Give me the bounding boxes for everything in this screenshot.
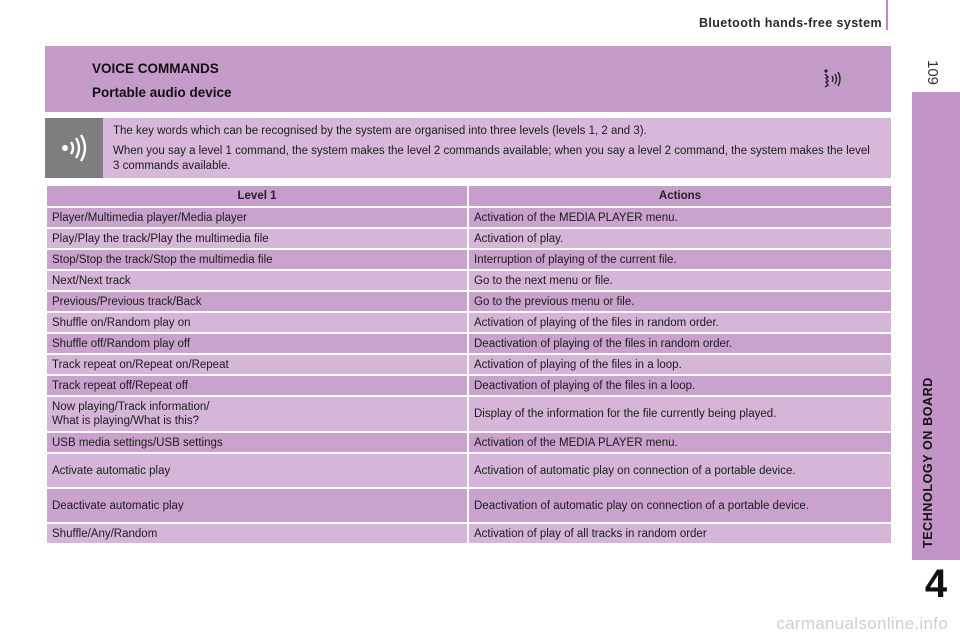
table-row bbox=[46, 375, 892, 396]
intro-box bbox=[45, 118, 891, 178]
action-cell: Deactivation of playing of the files in random order. bbox=[468, 333, 892, 354]
action-cell: Activation of playing of the files in random order. bbox=[468, 312, 892, 333]
table-row bbox=[46, 523, 892, 544]
table-row bbox=[46, 333, 892, 354]
command-cell: Player/Multimedia player/Media player bbox=[46, 207, 468, 228]
table-row bbox=[46, 207, 892, 228]
table-row bbox=[46, 312, 892, 333]
command-cell: Shuffle on/Random play on bbox=[46, 312, 468, 333]
action-cell: Activation of automatic play on connection of a portable device. bbox=[468, 453, 892, 488]
table-row bbox=[46, 249, 892, 270]
action-cell: Deactivation of automatic play on connection of a portable device. bbox=[468, 488, 892, 523]
watermark: carmanualsonline.info bbox=[776, 614, 948, 633]
table-row bbox=[46, 453, 892, 488]
header-rule bbox=[886, 0, 888, 30]
command-cell: Previous/Previous track/Back bbox=[46, 291, 468, 312]
intro-icon-box bbox=[45, 118, 103, 178]
command-cell: Activate automatic play bbox=[46, 453, 468, 488]
command-cell: Stop/Stop the track/Stop the multimedia file bbox=[46, 249, 468, 270]
command-cell bbox=[46, 396, 468, 432]
action-cell: Activation of play of all tracks in random order bbox=[468, 523, 892, 544]
chapter-number: 4 bbox=[924, 562, 948, 606]
command-cell: Play/Play the track/Play the multimedia file bbox=[46, 228, 468, 249]
action-cell: Activation of the MEDIA PLAYER menu. bbox=[468, 207, 892, 228]
intro-text bbox=[113, 124, 873, 179]
title-box bbox=[45, 46, 891, 112]
command-cell: Shuffle off/Random play off bbox=[46, 333, 468, 354]
command-cell: Next/Next track bbox=[46, 270, 468, 291]
table-row bbox=[46, 488, 892, 523]
command-line: What is playing/What is this? bbox=[52, 415, 200, 427]
action-cell: Display of the information for the file currently being played. bbox=[468, 396, 892, 432]
table-header-row bbox=[46, 185, 892, 207]
action-cell: Activation of the MEDIA PLAYER menu. bbox=[468, 432, 892, 453]
command-cell: Track repeat on/Repeat on/Repeat bbox=[46, 354, 468, 375]
intro-paragraph: The key words which can be recognised by the system are organised into three levels (levels 1, 2 and 3). bbox=[113, 125, 647, 137]
command-line: Now playing/Track information/ bbox=[52, 401, 210, 413]
action-cell: Go to the previous menu or file. bbox=[468, 291, 892, 312]
side-tab-label: TECHNOLOGY ON BOARD bbox=[921, 377, 935, 548]
side-tab bbox=[912, 92, 960, 560]
command-cell: Shuffle/Any/Random bbox=[46, 523, 468, 544]
voice-commands-table bbox=[45, 184, 893, 545]
command-cell: Deactivate automatic play bbox=[46, 488, 468, 523]
action-cell: Interruption of playing of the current file. bbox=[468, 249, 892, 270]
table-row bbox=[46, 291, 892, 312]
section-subtitle: Portable audio device bbox=[92, 85, 232, 100]
voice-command-icon bbox=[821, 68, 847, 95]
action-cell: Activation of play. bbox=[468, 228, 892, 249]
table-row bbox=[46, 396, 892, 432]
column-header-actions: Actions bbox=[468, 185, 892, 207]
section-title: VOICE COMMANDS bbox=[92, 61, 219, 76]
table-row bbox=[46, 228, 892, 249]
table-row bbox=[46, 432, 892, 453]
table-row bbox=[46, 354, 892, 375]
action-cell: Go to the next menu or file. bbox=[468, 270, 892, 291]
column-header-level-1: Level 1 bbox=[46, 185, 468, 207]
action-cell: Deactivation of playing of the files in a loop. bbox=[468, 375, 892, 396]
table-row bbox=[46, 270, 892, 291]
page-number: 109 bbox=[924, 60, 941, 86]
command-cell: Track repeat off/Repeat off bbox=[46, 375, 468, 396]
header-title: Bluetooth hands-free system bbox=[698, 16, 882, 30]
intro-paragraph: When you say a level 1 command, the system makes the level 2 commands available; when you say a level 2 command, the system makes the level 3 commands available. bbox=[113, 145, 870, 172]
command-cell: USB media settings/USB settings bbox=[46, 432, 468, 453]
action-cell: Activation of playing of the files in a loop. bbox=[468, 354, 892, 375]
